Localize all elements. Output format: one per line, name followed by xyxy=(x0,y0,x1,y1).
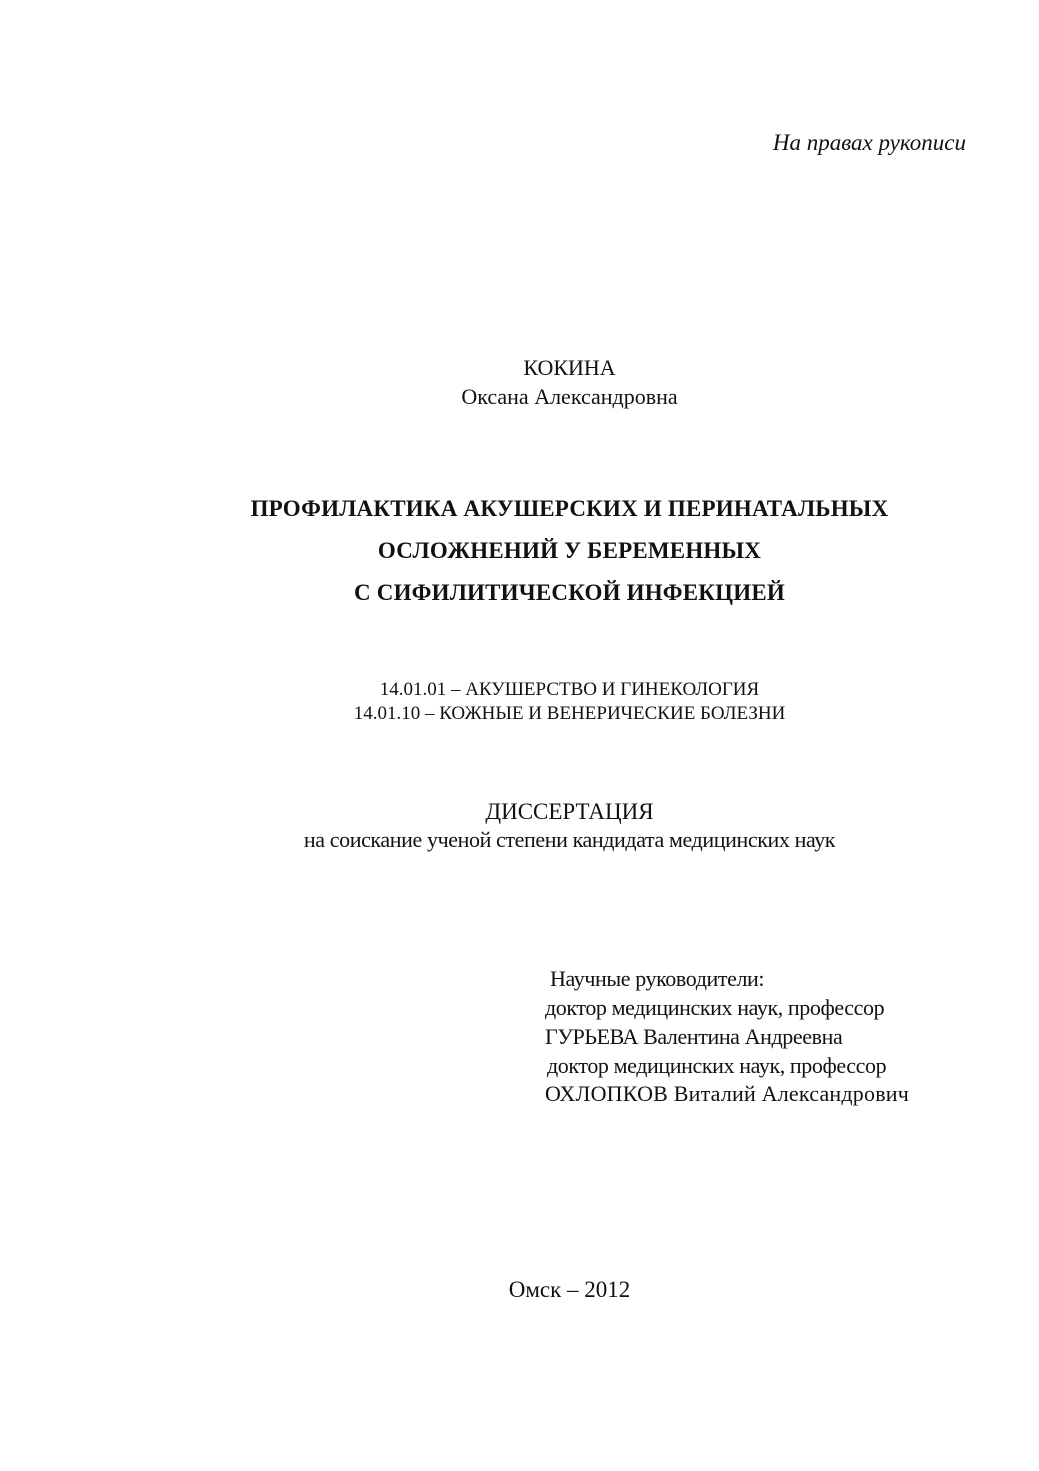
supervisor-1-name: ГУРЬЕВА Валентина Андреевна xyxy=(545,1024,843,1049)
author-surname: КОКИНА xyxy=(523,355,616,380)
dissertation-title-line-3: С СИФИЛИТИЧЕСКОЙ ИНФЕКЦИЕЙ xyxy=(354,580,785,605)
supervisor-1-degree: доктор медицинских наук, профессор xyxy=(545,995,885,1020)
supervisor-2-degree: доктор медицинских наук, профессор xyxy=(547,1053,887,1078)
dissertation-title-line-1: ПРОФИЛАКТИКА АКУШЕРСКИХ И ПЕРИНАТАЛЬНЫХ xyxy=(250,496,889,521)
author-name: Оксана Александровна xyxy=(461,384,678,409)
document-purpose: на соискание ученой степени кандидата медицинских наук xyxy=(303,827,836,852)
specialty-code-2: 14.01.10 – КОЖНЫЕ И ВЕНЕРИЧЕСКИЕ БОЛЕЗНИ xyxy=(353,703,786,724)
manuscript-note: На правах рукописи xyxy=(772,130,966,155)
city-year: Омск – 2012 xyxy=(508,1277,631,1302)
supervisors-heading: Научные руководители: xyxy=(550,966,765,991)
dissertation-title-line-2: ОСЛОЖНЕНИЙ У БЕРЕМЕННЫХ xyxy=(377,538,762,563)
document-type: ДИССЕРТАЦИЯ xyxy=(485,799,654,824)
specialty-code-1: 14.01.01 – АКУШЕРСТВО И ГИНЕКОЛОГИЯ xyxy=(379,679,760,700)
supervisor-2-name: ОХЛОПКОВ Виталий Александрович xyxy=(545,1081,910,1106)
